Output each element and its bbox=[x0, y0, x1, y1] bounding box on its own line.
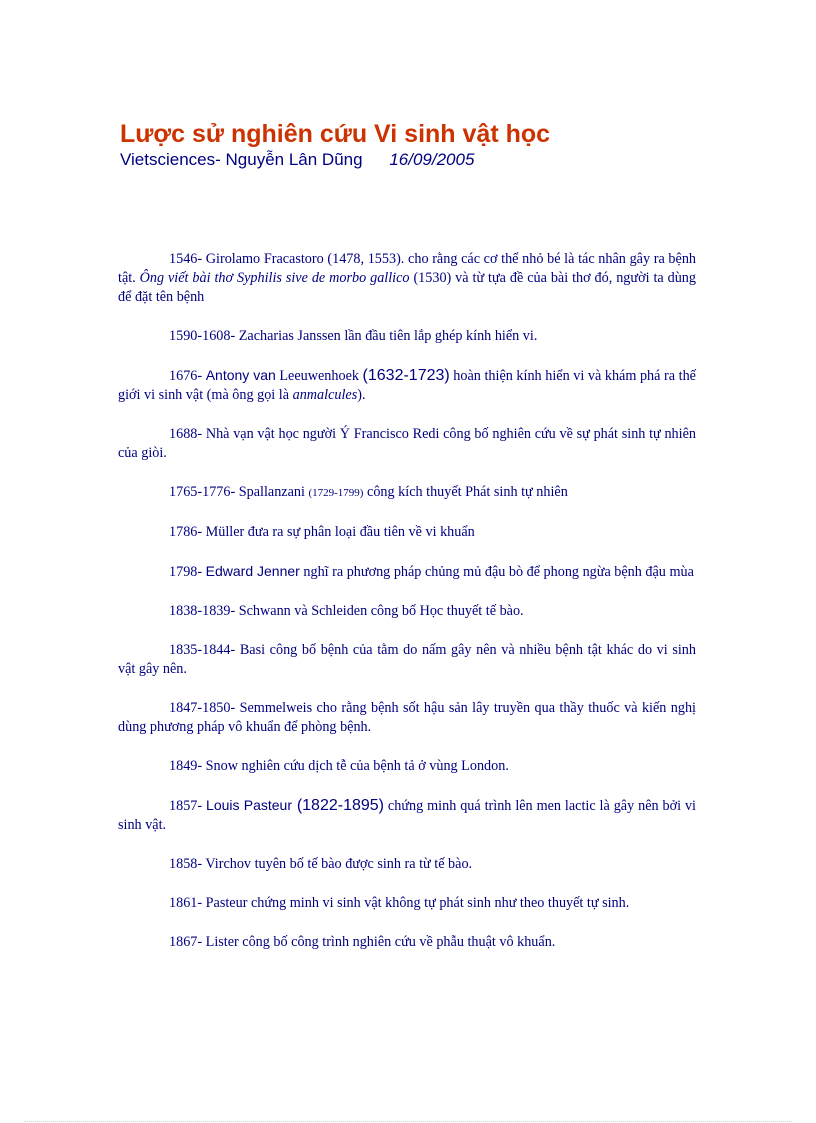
byline-author: Nguyễn Lân Dũng bbox=[225, 150, 363, 169]
entry-1835: 1835-1844- Basi công bố bệnh của tằm do nấm gây nên và nhiều bệnh tật khác do vi sinh vật gây nên. bbox=[118, 642, 696, 677]
entry-italic: Ông viết bài thơ Syphilis sive de morbo gallico bbox=[139, 270, 410, 286]
entry-1858: 1858- Virchov tuyên bố tế bào được sinh ra từ tế bào. bbox=[169, 856, 473, 872]
entry-text: nghĩ ra phương pháp chủng mủ đậu bò để phong ngừa bệnh đậu mùa bbox=[299, 564, 694, 580]
timeline-entries bbox=[118, 250, 696, 972]
page-title: Lược sử nghiên cứu Vi sinh vật học bbox=[120, 120, 551, 148]
entry-person-dates: (1632-1723) bbox=[362, 367, 450, 384]
entry-1861: 1861- Pasteur chứng minh vi sinh vật không tự phát sinh như theo thuyết tự sinh. bbox=[169, 895, 630, 911]
entry-1765 bbox=[118, 483, 696, 503]
byline-date: 16/09/2005 bbox=[389, 150, 475, 169]
entry-1867: 1867- Lister công bố công trình nghiên cứu về phẫu thuật vô khuẩn. bbox=[169, 934, 556, 950]
entry-1546 bbox=[118, 250, 696, 307]
entry-person-name: Edward Jenner bbox=[205, 563, 300, 579]
entry-person-name: Louis Pasteur bbox=[206, 797, 293, 813]
entry-text: Leeuwenhoek bbox=[275, 368, 363, 384]
byline-source: Vietsciences- bbox=[120, 150, 221, 169]
entry-1838: 1838-1839- Schwann và Schleiden công bố Học thuyết tế bào. bbox=[169, 603, 524, 619]
entry-text: (1530) và từ tựa đề của bài thơ đó, người ta dùng để đặt tên bệnh bbox=[118, 270, 696, 305]
page-bottom-divider bbox=[24, 1121, 792, 1122]
entry-1849: 1849- Snow nghiên cứu dịch tễ của bệnh tả ở vùng London. bbox=[169, 758, 509, 774]
entry-italic: anmalcules bbox=[292, 387, 358, 403]
entry-year: 1546- Girolamo Fracastoro (1478, 1553). bbox=[169, 251, 409, 267]
entry-text: công kích thuyết Phát sinh tự nhiên bbox=[363, 484, 568, 500]
entry-person-dates: (1822-1895) bbox=[292, 797, 385, 814]
entry-text: hoàn thiện kính hiển vi và khám phá ra thế giới vi sinh vật (mà ông gọi là bbox=[118, 368, 696, 403]
byline bbox=[120, 150, 474, 170]
entry-year: 1857- bbox=[169, 798, 207, 814]
entry-text: cho rằng các cơ thể nhỏ bé là tác nhân gây ra bệnh tật. bbox=[118, 251, 697, 286]
entry-year: 1798- bbox=[169, 564, 206, 580]
entry-person-name: Antony van bbox=[205, 367, 276, 383]
entry-1688: 1688- Nhà vạn vật học người Ý Francisco Redi công bố nghiên cứu về sự phát sinh tự nhiên của giòi. bbox=[118, 426, 696, 461]
entry-text: ). bbox=[357, 387, 366, 403]
entry-1786: 1786- Müller đưa ra sự phân loại đầu tiên về vi khuẩn bbox=[169, 524, 475, 540]
entry-1857 bbox=[118, 796, 696, 835]
entry-text: chứng minh quá trình lên men lactic là gây nên bởi vi sinh vật. bbox=[118, 798, 696, 833]
entry-1847: 1847-1850- Semmelweis cho rằng bệnh sốt hậu sản lây truyền qua thầy thuốc và kiến nghị dùng phương pháp vô khuẩn để phòng bệnh. bbox=[118, 700, 696, 735]
entry-year: 1765-1776- Spallanzani bbox=[169, 484, 309, 500]
entry-person-dates: (1729-1799) bbox=[308, 487, 364, 499]
entry-1798 bbox=[118, 562, 696, 582]
entry-1590: 1590-1608- Zacharias Janssen lần đầu tiên lắp ghép kính hiển vi. bbox=[169, 328, 538, 344]
entry-1676 bbox=[118, 366, 696, 405]
entry-year: 1676- bbox=[169, 368, 206, 384]
